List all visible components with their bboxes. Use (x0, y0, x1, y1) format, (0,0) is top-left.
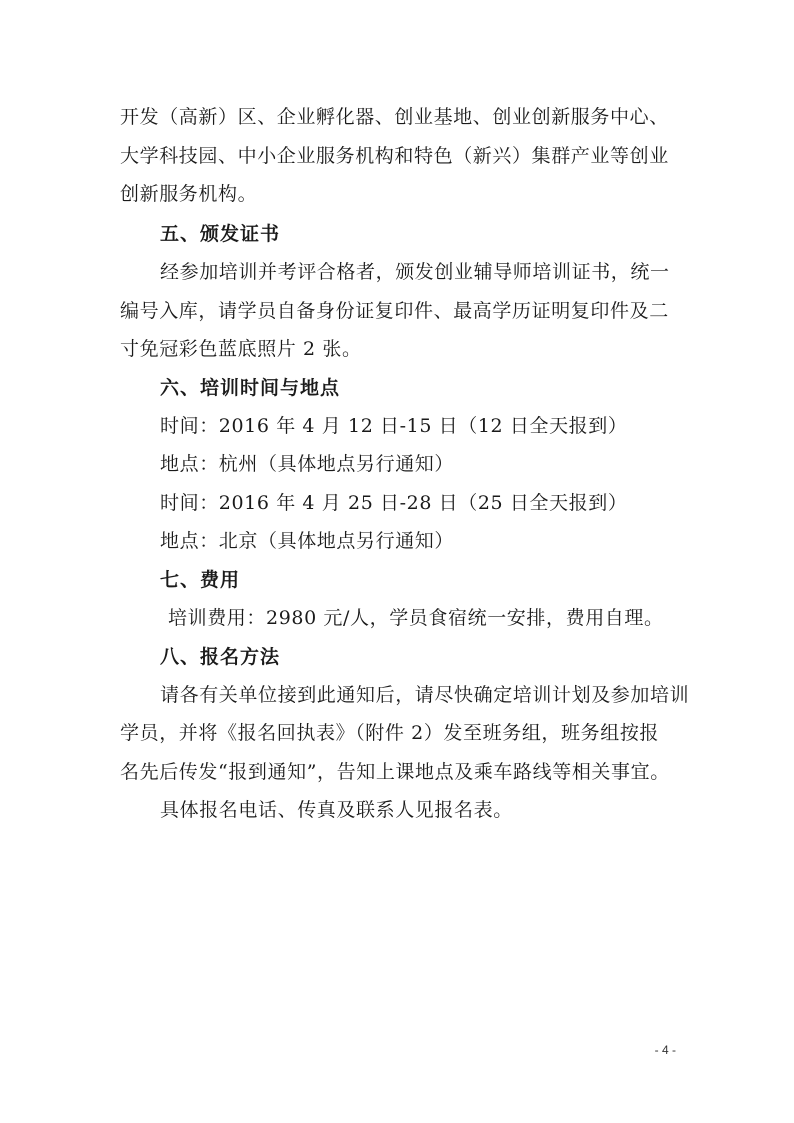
paragraph-line: 开发（高新）区、企业孵化器、创业基地、创业创新服务中心、 (120, 106, 669, 128)
paragraph-line: 大学科技园、中小企业服务机构和特色（新兴）集群产业等创业 (120, 145, 669, 167)
fee-line: 培训费用：2980 元/人，学员食宿统一安排，费用自理。 (168, 607, 664, 629)
schedule-location-1: 地点：杭州（具体地点另行通知） (160, 453, 455, 475)
paragraph-line: 创新服务机构。 (120, 183, 258, 205)
schedule-location-2: 地点：北京（具体地点另行通知） (160, 530, 455, 552)
schedule-time-2: 时间：2016 年 4 月 25 日-28 日（25 日全天报到） (160, 492, 628, 514)
paragraph-line: 经参加培训并考评合格者，颁发创业辅导师培训证书，统一 (160, 261, 670, 283)
paragraph-line: 具体报名电话、传真及联系人见报名表。 (160, 799, 513, 821)
paragraph-line: 名先后传发“报到通知”，告知上课地点及乘车路线等相关事宜。 (120, 761, 670, 783)
schedule-time-1: 时间：2016 年 4 月 12 日-15 日（12 日全天报到） (160, 415, 628, 437)
paragraph-line: 编号入库，请学员自备身份证复印件、最高学历证明复印件及二 (120, 300, 669, 322)
section-heading-5: 五、颁发证书 (160, 223, 281, 245)
section-heading-7: 七、费用 (160, 569, 241, 591)
section-heading-6: 六、培训时间与地点 (160, 377, 341, 399)
page-number: - 4 - (654, 1043, 676, 1057)
paragraph-line: 学员，并将《报名回执表》（附件 2）发至班务组，班务组按报 (120, 722, 660, 744)
paragraph-line: 寸免冠彩色蓝底照片 2 张。 (120, 338, 362, 360)
section-heading-8: 八、报名方法 (160, 646, 281, 668)
paragraph-line: 请各有关单位接到此通知后，请尽快确定培训计划及参加培训 (160, 684, 690, 706)
